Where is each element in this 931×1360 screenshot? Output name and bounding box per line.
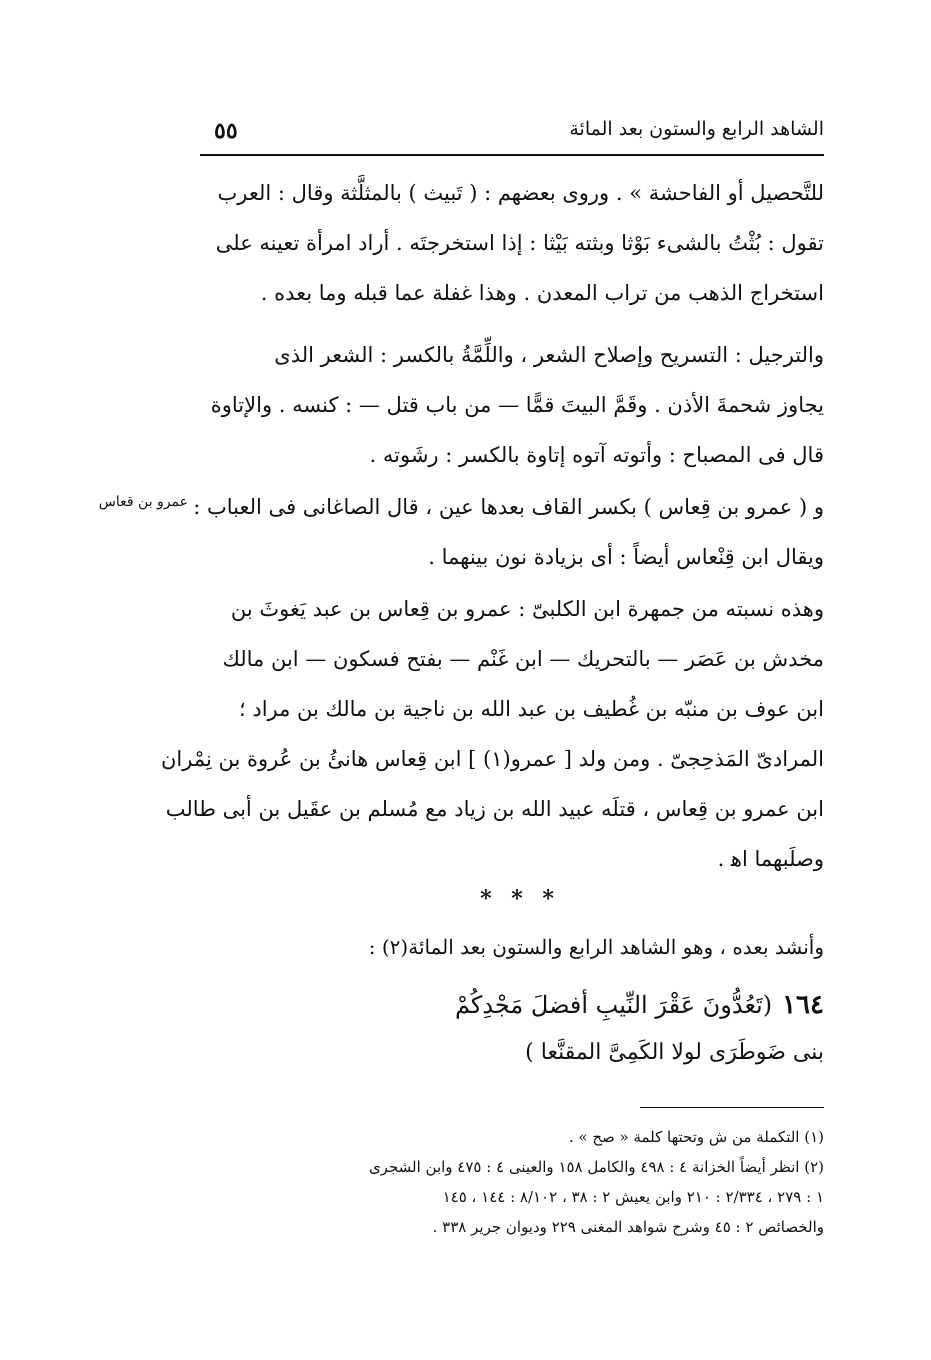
verse-second-hemistich: بنى ضَوطَرَى لولا الكَمِىَّ المقنَّعا )	[525, 1040, 824, 1065]
paragraph-4	[161, 584, 824, 884]
running-header	[200, 118, 824, 152]
verse-first-hemistich: (تَعُدُّونَ عَقْرَ النِّيبِ أفضلَ مَجْدِكُمْ	[454, 991, 773, 1019]
margin-note: عمرو بن قعاس	[98, 494, 188, 510]
verse-intro: وأنشد بعده ، وهو الشاهد الرابع والستون بعد المائة(٢) :	[368, 935, 824, 959]
text-line: للتَّحصيل أو الفاحشة » . وروى بعضهم : ( تَبيث ) بالمثلَّثة وقال : العرب	[217, 181, 824, 205]
footnote-line: والخصائص ٢ : ٤٥ وشرح شواهد المغنى ٢٢٩ وديوان جرير ٣٣٨ .	[432, 1218, 824, 1236]
paragraph-3	[193, 482, 824, 582]
page-number: ٥٥	[214, 118, 238, 144]
text-line: مخدش بن عَصَر — بالتحريك — ابن غَنْم — بفتح فسكون — ابن مالك	[222, 647, 824, 671]
text-line: وصلَبهما اﻫ .	[717, 847, 824, 871]
text-line: يجاوز شحمةَ الأذن . وقَمَّ البيتَ قمًّا — من باب قتل — : كنسه . والإتاوة	[210, 393, 824, 417]
footnote-line: (١) التكملة من ش وتحتها كلمة « صح » .	[568, 1128, 824, 1146]
footnote-rule	[640, 1107, 824, 1108]
text-line: ابن عوف بن منبّه بن غُطيف بن عبد الله بن ناجية بن مالك بن مراد ؛	[239, 697, 824, 721]
footnote-line: (٢) انظر أيضاً الخزانة ٤ : ٤٩٨ والكامل ١٥٨ والعينى ٤ : ٤٧٥ وابن الشجرى	[368, 1158, 824, 1176]
text-line: قال فى المصباح : وأتوته آتوه إتاوة بالكسر : رشَوته .	[369, 443, 824, 467]
text-line: و ( عمرو بن قِعاس ) بكسر القاف بعدها عين ، قال الصاغانى فى العباب :	[193, 495, 824, 519]
paragraph-1	[200, 168, 824, 318]
footnotes	[200, 1122, 824, 1242]
text-line: وهذه نسبته من جمهرة ابن الكلبىّ : عمرو بن قِعاس بن عبد يَغوثَ بن	[230, 597, 824, 621]
text-line: استخراج الذهب من تراب المعدن . وهذا غفلة عما قبله وما بعده .	[260, 281, 824, 305]
verse-line-1	[455, 990, 824, 1020]
verse-number: ١٦٤	[782, 990, 824, 1020]
section-separator: * * *	[480, 886, 560, 912]
text-line: تقول : بُثْتُ بالشىء بَوْثا وبثته بَيْثا : إذا استخرجتَه . أراد امرأة تعينه على	[215, 231, 824, 255]
header-rule	[200, 154, 824, 156]
text-line: ويقال ابن قِنْعاس أيضاً : أى بزيادة نون بينهما .	[428, 545, 824, 569]
running-header-title: الشاهد الرابع والستون بعد المائة	[569, 118, 824, 140]
text-line: المرادىّ المَذحِجىّ . ومن ولد [ عمرو(١) ] ابن قِعاس هانئُ بن عُروة بن نِمْران	[161, 747, 824, 771]
text-line: ابن عمرو بن قِعاس ، قتلَه عبيد الله بن زياد مع مُسلم بن عقَيل بن أبى طالب	[165, 797, 824, 821]
paragraph-2	[200, 330, 824, 480]
text-line: والترجيل : التسريح وإصلاح الشعر ، واللِّمَّةُ بالكسر : الشعر الذى	[274, 343, 824, 367]
footnote-line: ١ : ٢٧٩ ، ٢/٣٣٤ : ٢١٠ وابن يعيش ٢ : ٣٨ ، ٨/١٠٢ : ١٤٤ ، ١٤٥	[442, 1188, 824, 1206]
